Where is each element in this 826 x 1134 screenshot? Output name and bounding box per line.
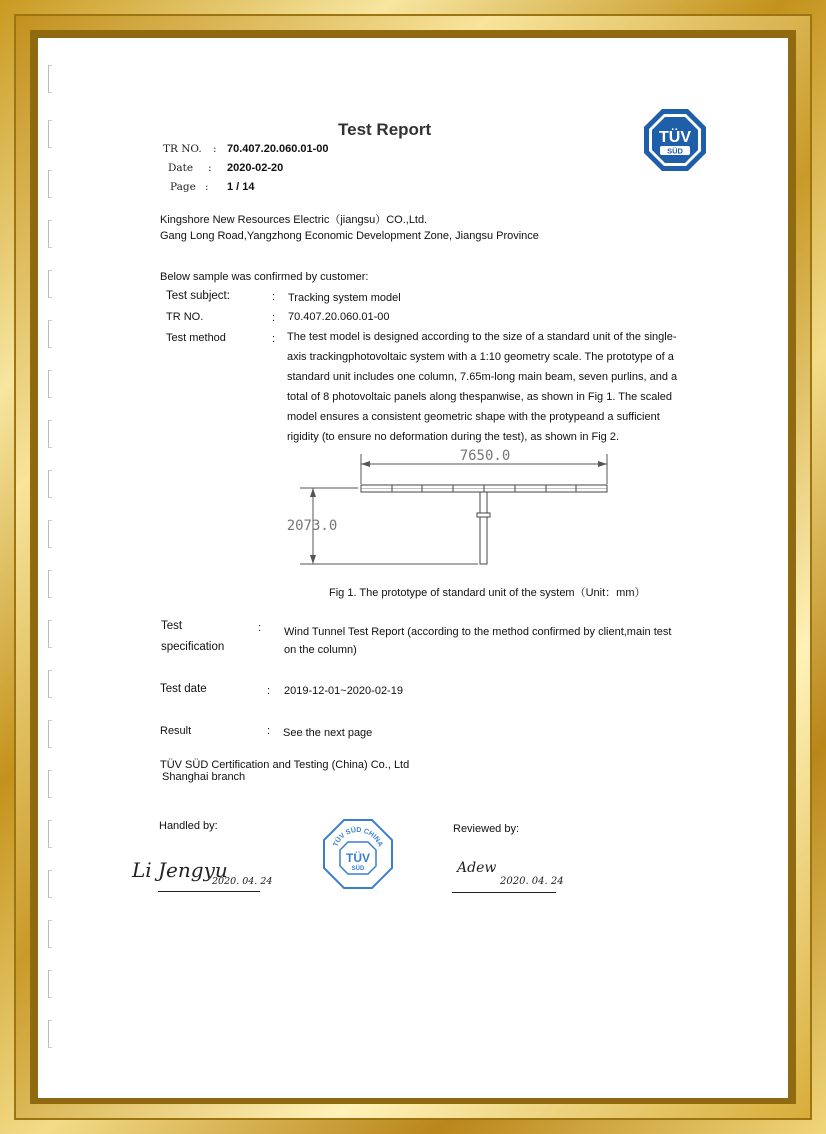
svg-text:SÜD: SÜD <box>351 866 365 872</box>
page-label: Page <box>170 181 196 193</box>
spec-label-line2: specification <box>161 641 225 653</box>
reviewed-by-label: Reviewed by: <box>453 823 520 835</box>
trno-field-label: TR NO. <box>166 311 204 323</box>
date-value: 2020-02-20 <box>227 162 284 174</box>
test-date-value: 2019-12-01~2020-02-19 <box>284 685 403 697</box>
page-colon: : <box>205 181 209 193</box>
test-subject-value: Tracking system model <box>288 292 401 304</box>
tuv-sud-china-stamp-icon <box>322 818 394 890</box>
tr-no-value: 70.407.20.060.01-00 <box>227 143 329 155</box>
handled-by-signature: Li Jengyu <box>132 858 228 882</box>
issuer-name: TÜV SÜD Certification and Testing (China) Co., Ltd <box>160 759 410 771</box>
method-line: rigidity (to ensure no deformation during the test), as shown in Fig 2. <box>287 431 620 443</box>
page-value: 1 / 14 <box>227 181 255 193</box>
svg-text:TÜV: TÜV <box>346 851 370 865</box>
result-value: See the next page <box>283 727 373 739</box>
test-date-label: Test date <box>160 683 207 695</box>
reviewed-by-date: 2020. 04. 24 <box>500 876 564 887</box>
client-name: Kingshore New Resources Electric（jiangsu）CO.,Ltd. <box>160 214 428 226</box>
handled-signature-line <box>158 891 260 892</box>
width-dimension-label: 7650.0 <box>459 448 511 464</box>
test-date-colon: : <box>267 685 271 697</box>
spec-colon: : <box>258 622 262 634</box>
client-address: Gang Long Road,Yangzhong Economic Development Zone, Jiangsu Province <box>160 230 539 242</box>
svg-text:TÜV SÜD CHINA: TÜV SÜD CHINA <box>332 826 384 848</box>
test-method-colon: : <box>272 333 276 345</box>
page-title: Test Report <box>338 120 432 139</box>
tr-no-label: TR NO. <box>163 143 202 155</box>
method-line: axis trackingphotovoltaic system with a 1:10 geometry scale. The prototype of a <box>287 351 674 363</box>
method-line: total of 8 photovoltaic panels along thespanwise, as shown in Fig 1. The scaled <box>287 391 673 403</box>
figure-caption: Fig 1. The prototype of standard unit of the system（Unit：mm） <box>329 587 646 599</box>
svg-text:SÜD: SÜD <box>667 146 683 156</box>
issuer-branch: Shanghai branch <box>162 771 246 783</box>
test-method-label: Test method <box>166 332 226 344</box>
handled-by-date: 2020. 04. 24 <box>212 876 273 887</box>
test-subject-label: Test subject: <box>166 290 230 302</box>
handled-by-label: Handled by: <box>159 820 218 832</box>
test-method-paragraph <box>287 327 707 447</box>
intro-text: Below sample was confirmed by customer: <box>160 271 369 283</box>
tuv-sud-logo-icon <box>642 107 708 173</box>
result-colon: : <box>267 725 271 737</box>
tr-no-colon: : <box>213 143 217 155</box>
trno-field-value: 70.407.20.060.01-00 <box>288 311 390 323</box>
trno-field-colon: : <box>272 312 276 324</box>
reviewed-signature-line <box>452 892 556 893</box>
method-line: standard unit includes one column, 7.65m-long main beam, seven purlins, and a <box>287 371 678 383</box>
result-label: Result <box>160 725 192 737</box>
test-subject-colon: : <box>272 291 276 303</box>
date-colon: : <box>208 162 212 174</box>
spec-value-line1: Wind Tunnel Test Report (according to the method confirmed by client,main test <box>284 626 672 638</box>
spec-value-line2: on the column) <box>284 644 357 656</box>
svg-text:TÜV: TÜV <box>659 129 691 146</box>
date-label: Date <box>168 162 194 174</box>
prototype-diagram <box>280 448 620 578</box>
height-dimension-label: 2073.0 <box>286 518 338 534</box>
method-line: model ensures a consistent geometric shape with the protypeand a sufficient <box>287 411 660 423</box>
method-line: The test model is designed according to the size of a standard unit of the single- <box>287 331 677 343</box>
reviewed-by-signature: Adew <box>457 860 497 876</box>
spec-label-line1: Test <box>161 620 183 632</box>
